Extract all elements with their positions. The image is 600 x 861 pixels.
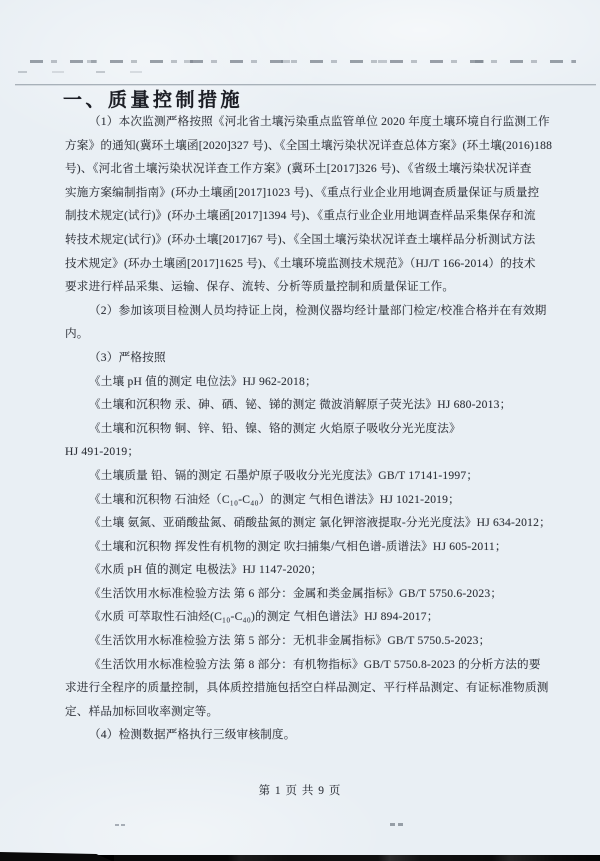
scan-artifact-speck-right	[390, 823, 405, 826]
document-line: 《水质 可萃取性石油烃(C₁₀-C₄₀)的测定 气相色谱法》HJ 894-2017；	[89, 610, 439, 624]
section-heading: 一、质量控制措施	[63, 90, 244, 111]
scan-artifact-speck-left	[115, 824, 127, 826]
document-line: 号)、《河北省土壤污染状况详查工作方案》(冀环土[2017]326 号)、《省级土壤污染状况详查	[65, 162, 532, 176]
document-line: 转技术规定(试行)》(环办土壤[2017]67 号)、《全国土壤污染状况详查土壤样品分析测试方法	[65, 232, 536, 246]
document-line: 《土壤和沉积物 挥发性有机物的测定 吹扫捕集/气相色谱-质谱法》HJ 605-2011；	[89, 539, 507, 553]
scan-artifact-dashed-line-top	[30, 60, 576, 63]
document-line: （4）检测数据严格执行三级审核制度。	[89, 728, 296, 742]
document-line: HJ 491-2019；	[65, 445, 140, 459]
document-body	[65, 110, 553, 747]
document-line: 定、样品加标回收率测定等。	[65, 704, 219, 718]
document-line: 《土壤和沉积物 石油烃（C₁₀-C₄₀）的测定 气相色谱法》HJ 1021-2019；	[89, 492, 460, 506]
document-line: 《生活饮用水标准检验方法 第 8 部分：有机物指标》GB/T 5750.8-2023 的分析方法的要	[89, 657, 541, 671]
document-line: 技术规定》(环办土壤函[2017]1625 号)、《土壤环境监测技术规范》（HJ/T 166-2014）的技术	[65, 256, 536, 270]
document-line: （1）本次监测严格按照《河北省土壤污染重点监管单位 2020 年度土壤环境自行监测工作	[89, 115, 550, 128]
document-line: （3）严格按照	[89, 350, 166, 364]
document-line: 《土壤 pH 值的测定 电位法》HJ 962-2018；	[89, 374, 317, 388]
scan-artifact-bottom-bar-left	[0, 852, 112, 861]
document-line: 《土壤和沉积物 铜、锌、铅、镍、铬的测定 火焰原子吸收分光光度法》	[89, 421, 461, 435]
document-line: 《生活饮用水标准检验方法 第 5 部分：无机非金属指标》GB/T 5750.5-2023；	[89, 634, 491, 648]
document-line: 制技术规定(试行)》(环办土壤函[2017]1394 号)、《重点行业企业用地调查样品采集保存和流	[65, 209, 536, 223]
document-line: 求进行全程序的质量控制，具体质控措施包括空白样品测定、平行样品测定、有证标准物质测	[65, 681, 549, 695]
document-line: 《水质 pH 值的测定 电极法》HJ 1147-2020；	[89, 563, 323, 577]
document-line: 《土壤 氨氮、亚硝酸盐氮、硝酸盐氮的测定 氯化钾溶液提取-分光光度法》HJ 634-2012；	[89, 516, 551, 530]
document-line: 《土壤质量 铅、镉的测定 石墨炉原子吸收分光光度法》GB/T 17141-1997；	[89, 468, 479, 482]
document-line: 要求进行样品采集、运输、保存、流转、分析等质量控制和质量保证工作。	[65, 280, 455, 294]
document-line: 内。	[65, 327, 89, 341]
document-line: 方案》的通知(冀环土壤函[2020]327 号)、《全国土壤污染状况详查总体方案》(环土壤(2016)188	[65, 138, 553, 152]
document-line: 《生活饮用水标准检验方法 第 6 部分：金属和类金属指标》GB/T 5750.6-2023；	[89, 586, 503, 600]
document-line: 实施方案编制指南》(环办土壤函[2017]1023 号)、《重点行业企业用地调查质量保证与质量控	[65, 185, 540, 199]
document-line: 《土壤和沉积物 汞、砷、硒、铋、锑的测定 微波消解原子荧光法》HJ 680-2013；	[89, 398, 512, 412]
document-line: （2）参加该项目检测人员均持证上岗，检测仪器均经计量部门检定/校准合格并在有效期	[89, 303, 547, 317]
page-number: 第 1 页 共 9 页	[258, 785, 342, 797]
scan-artifact-dashed-line-top-2	[18, 71, 168, 73]
